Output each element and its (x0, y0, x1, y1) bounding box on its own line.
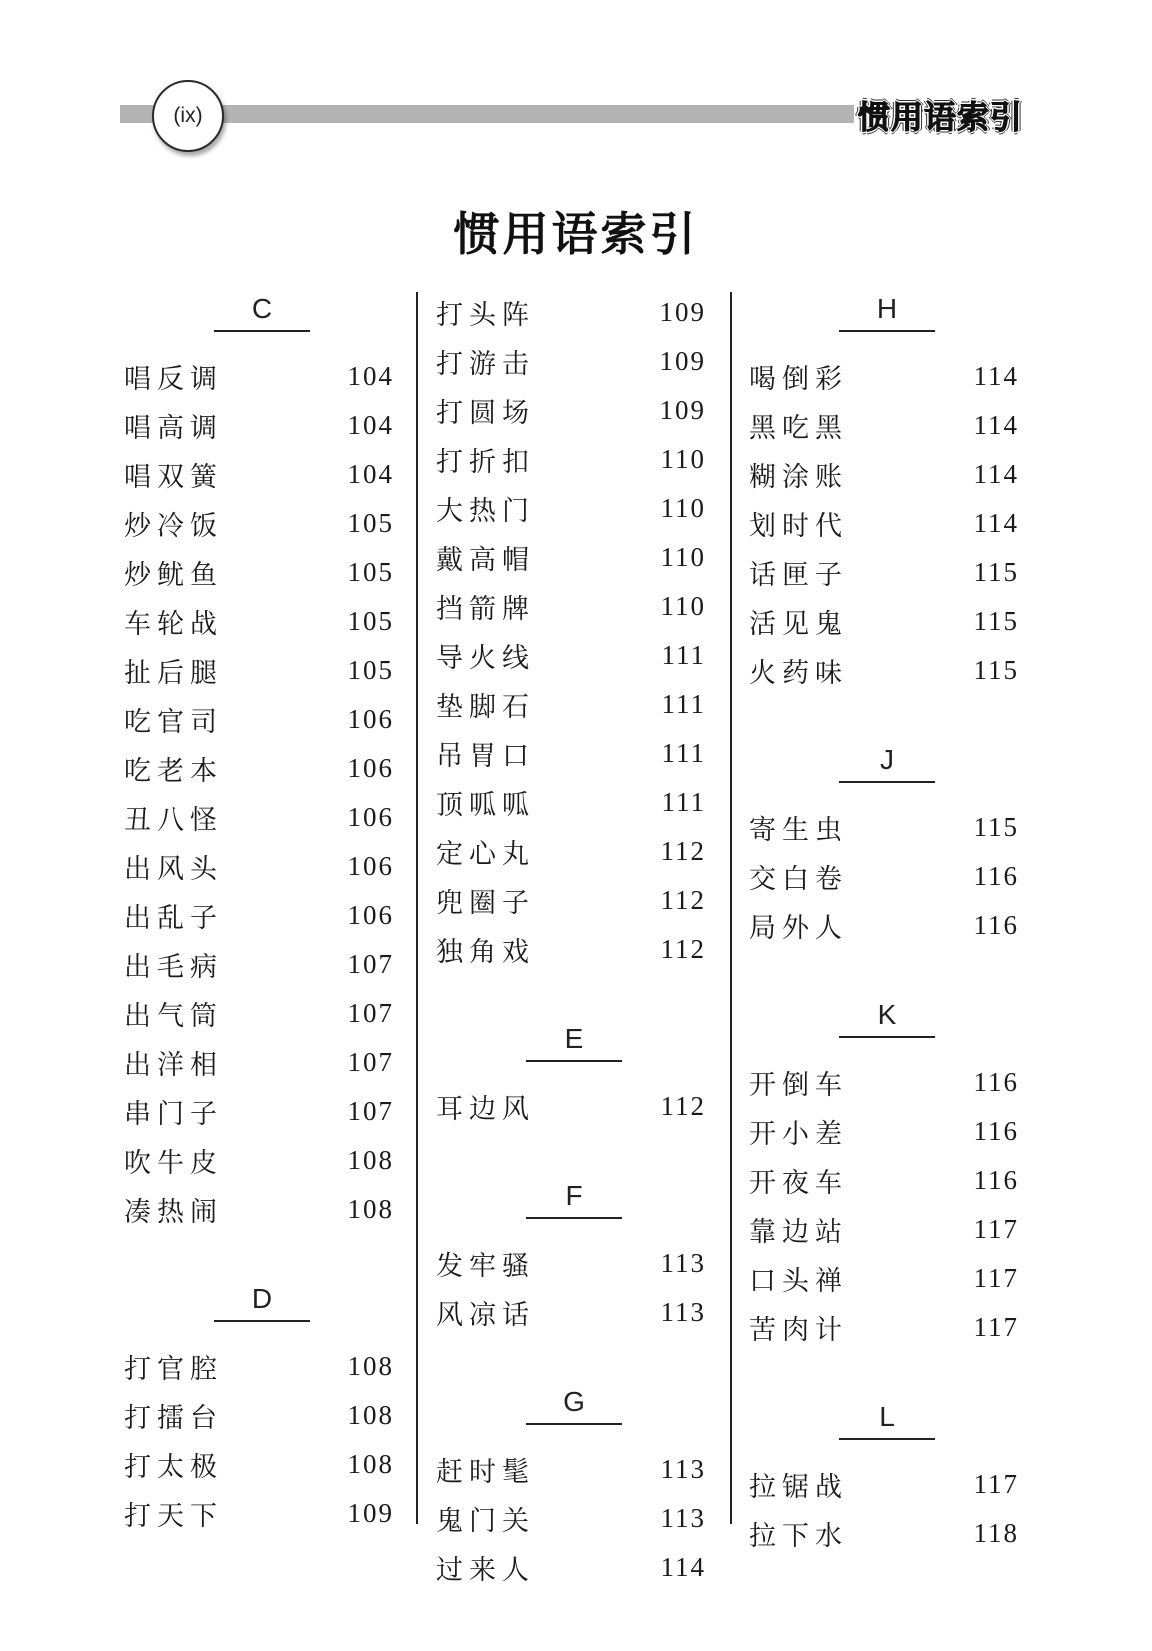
entry-term: 吊胃口 (436, 741, 535, 772)
entry-page: 117 (973, 1263, 1019, 1293)
index-entry (436, 1445, 706, 1494)
entry-term: 出风头 (124, 854, 223, 885)
entry-term: 炒鱿鱼 (124, 560, 223, 591)
entry-page: 114 (973, 361, 1019, 391)
index-entry (749, 646, 1019, 695)
index-column-3 (749, 290, 1019, 1558)
entry-term: 出气筒 (124, 1001, 223, 1032)
index-entry (436, 484, 706, 533)
index-entry (436, 582, 706, 631)
entry-page: 110 (660, 493, 706, 523)
entry-term: 赶时髦 (436, 1457, 535, 1488)
entry-term: 打擂台 (124, 1403, 223, 1434)
entry-page: 113 (660, 1454, 706, 1484)
entry-page: 105 (347, 606, 394, 636)
index-entry (749, 499, 1019, 548)
entry-page: 107 (347, 998, 394, 1028)
index-entry (124, 450, 394, 499)
entry-term: 丑八怪 (124, 805, 223, 836)
index-entry (124, 1391, 394, 1440)
entry-page: 113 (660, 1297, 706, 1327)
entry-page: 116 (973, 1067, 1019, 1097)
entry-term: 大热门 (436, 496, 535, 527)
entry-page: 114 (973, 459, 1019, 489)
entry-term: 糊涂账 (749, 462, 848, 493)
index-column-1 (124, 290, 394, 1538)
entry-term: 苦肉计 (749, 1315, 848, 1346)
entry-page: 116 (973, 861, 1019, 891)
entry-page: 115 (973, 606, 1019, 636)
entry-term: 顶呱呱 (436, 790, 535, 821)
entry-page: 110 (660, 591, 706, 621)
entry-term: 打圆场 (436, 398, 535, 429)
section-letter-d: D (214, 1280, 310, 1322)
entry-term: 开小差 (749, 1119, 848, 1150)
entry-term: 拉锯战 (749, 1472, 848, 1503)
entry-term: 过来人 (436, 1555, 535, 1586)
index-entry (749, 1254, 1019, 1303)
index-entry (124, 695, 394, 744)
index-entry (749, 803, 1019, 852)
index-entry (749, 1460, 1019, 1509)
entry-term: 戴高帽 (436, 545, 535, 576)
entry-term: 打折扣 (436, 447, 535, 478)
entry-page: 105 (347, 557, 394, 587)
section-letter-j: J (839, 741, 935, 783)
index-entry (436, 386, 706, 435)
entry-page: 108 (347, 1194, 394, 1224)
entry-term: 吹牛皮 (124, 1148, 223, 1179)
entry-page: 108 (347, 1351, 394, 1381)
entry-page: 104 (347, 361, 394, 391)
entry-term: 吃老本 (124, 756, 223, 787)
index-entry (124, 842, 394, 891)
index-entry (124, 793, 394, 842)
index-entry (124, 597, 394, 646)
entry-page: 106 (347, 900, 394, 930)
entry-page: 105 (347, 655, 394, 685)
index-column-2 (436, 288, 706, 1592)
entry-term: 靠边站 (749, 1217, 848, 1248)
entry-page: 106 (347, 851, 394, 881)
entry-term: 车轮战 (124, 609, 223, 640)
entry-page: 115 (973, 557, 1019, 587)
entry-term: 打头阵 (436, 300, 535, 331)
entry-page: 112 (660, 885, 706, 915)
index-entry (436, 729, 706, 778)
index-entry (436, 1543, 706, 1592)
entry-page: 112 (660, 836, 706, 866)
index-entry (436, 435, 706, 484)
index-entry (124, 1038, 394, 1087)
page-title: 惯用语索引 (453, 207, 699, 261)
entry-page: 108 (347, 1145, 394, 1175)
page-number: (ix) (173, 104, 203, 127)
entry-page: 109 (347, 1498, 394, 1528)
entry-page: 109 (659, 346, 706, 376)
index-entry (749, 1156, 1019, 1205)
index-entry (749, 1303, 1019, 1352)
entry-page: 109 (659, 297, 706, 327)
entry-page: 113 (660, 1248, 706, 1278)
entry-term: 喝倒彩 (749, 364, 848, 395)
entry-page: 115 (973, 655, 1019, 685)
index-entry (749, 901, 1019, 950)
entry-page: 115 (973, 812, 1019, 842)
index-entry (124, 1087, 394, 1136)
entry-term: 导火线 (436, 643, 535, 674)
entry-page: 114 (973, 508, 1019, 538)
index-entry (124, 1440, 394, 1489)
index-entry (124, 401, 394, 450)
entry-term: 打天下 (124, 1501, 223, 1532)
entry-page: 112 (660, 934, 706, 964)
entry-page: 111 (661, 640, 706, 670)
index-entry (124, 646, 394, 695)
entry-page: 109 (659, 395, 706, 425)
index-entry (124, 989, 394, 1038)
entry-page: 108 (347, 1449, 394, 1479)
entry-page: 106 (347, 753, 394, 783)
entry-page: 111 (661, 738, 706, 768)
entry-term: 局外人 (749, 913, 848, 944)
entry-term: 打太极 (124, 1452, 223, 1483)
section-letter-k: K (839, 996, 935, 1038)
entry-term: 吃官司 (124, 707, 223, 738)
entry-page: 106 (347, 802, 394, 832)
entry-term: 寄生虫 (749, 815, 848, 846)
index-entry (436, 876, 706, 925)
entry-term: 发牢骚 (436, 1251, 535, 1282)
index-entry (749, 352, 1019, 401)
entry-page: 106 (347, 704, 394, 734)
entry-term: 鬼门关 (436, 1506, 535, 1537)
entry-page: 107 (347, 1096, 394, 1126)
section-letter-f: F (526, 1177, 622, 1219)
entry-page: 104 (347, 410, 394, 440)
entry-page: 116 (973, 910, 1019, 940)
entry-page: 112 (660, 1091, 706, 1121)
entry-term: 扯后腿 (124, 658, 223, 689)
entry-term: 开夜车 (749, 1168, 848, 1199)
index-entry (436, 680, 706, 729)
entry-term: 火药味 (749, 658, 848, 689)
section-letter-h: H (839, 290, 935, 332)
index-entry (436, 1288, 706, 1337)
column-divider (416, 292, 418, 1524)
index-entry (124, 499, 394, 548)
entry-term: 唱高调 (124, 413, 223, 444)
entry-page: 114 (973, 410, 1019, 440)
entry-page: 105 (347, 508, 394, 538)
entry-term: 活见鬼 (749, 609, 848, 640)
entry-term: 垫脚石 (436, 692, 535, 723)
index-entry (436, 533, 706, 582)
index-entry (124, 548, 394, 597)
entry-page: 116 (973, 1165, 1019, 1195)
entry-page: 117 (973, 1469, 1019, 1499)
entry-term: 凑热闹 (124, 1197, 223, 1228)
index-entry (749, 1058, 1019, 1107)
index-entry (749, 1509, 1019, 1558)
entry-page: 116 (973, 1116, 1019, 1146)
entry-page: 113 (660, 1503, 706, 1533)
entry-term: 打游击 (436, 349, 535, 380)
entry-page: 107 (347, 1047, 394, 1077)
entry-term: 唱双簧 (124, 462, 223, 493)
running-header-title: 惯用语索引 (854, 92, 1027, 136)
index-entry (124, 744, 394, 793)
entry-term: 出乱子 (124, 903, 223, 934)
index-entry (749, 1205, 1019, 1254)
index-entry (749, 597, 1019, 646)
index-entry (124, 1489, 394, 1538)
index-entry (436, 337, 706, 386)
index-entry (436, 1082, 706, 1131)
entry-term: 唱反调 (124, 364, 223, 395)
entry-page: 118 (973, 1518, 1019, 1548)
index-entry (749, 401, 1019, 450)
section-letter-l: L (839, 1398, 935, 1440)
entry-term: 风凉话 (436, 1300, 535, 1331)
entry-term: 话匣子 (749, 560, 848, 591)
entry-term: 出洋相 (124, 1050, 223, 1081)
entry-term: 炒冷饭 (124, 511, 223, 542)
index-entry (749, 1107, 1019, 1156)
entry-term: 开倒车 (749, 1070, 848, 1101)
entry-page: 114 (660, 1552, 706, 1582)
entry-term: 兜圈子 (436, 888, 535, 919)
index-entry (124, 891, 394, 940)
entry-page: 111 (661, 787, 706, 817)
page-number-badge (152, 80, 224, 152)
entry-term: 挡箭牌 (436, 594, 535, 625)
entry-term: 打官腔 (124, 1354, 223, 1385)
entry-term: 定心丸 (436, 839, 535, 870)
index-entry (436, 925, 706, 974)
entry-term: 交白卷 (749, 864, 848, 895)
entry-page: 107 (347, 949, 394, 979)
index-entry (124, 352, 394, 401)
index-entry (124, 1136, 394, 1185)
entry-term: 独角戏 (436, 937, 535, 968)
entry-page: 117 (973, 1312, 1019, 1342)
entry-page: 104 (347, 459, 394, 489)
entry-term: 口头禅 (749, 1266, 848, 1297)
index-entry (436, 631, 706, 680)
column-divider (730, 292, 732, 1524)
entry-term: 划时代 (749, 511, 848, 542)
index-entry (436, 288, 706, 337)
section-letter-g: G (526, 1383, 622, 1425)
entry-term: 出毛病 (124, 952, 223, 983)
section-letter-c: C (214, 290, 310, 332)
index-entry (436, 1494, 706, 1543)
index-entry (124, 1342, 394, 1391)
index-entry (436, 1239, 706, 1288)
entry-term: 串门子 (124, 1099, 223, 1130)
section-letter-e: E (526, 1020, 622, 1062)
entry-term: 拉下水 (749, 1521, 848, 1552)
index-entry (124, 1185, 394, 1234)
index-entry (749, 548, 1019, 597)
entry-page: 111 (661, 689, 706, 719)
index-entry (124, 940, 394, 989)
entry-page: 117 (973, 1214, 1019, 1244)
index-entry (749, 852, 1019, 901)
entry-page: 108 (347, 1400, 394, 1430)
entry-page: 110 (660, 444, 706, 474)
entry-term: 黑吃黑 (749, 413, 848, 444)
index-entry (749, 450, 1019, 499)
entry-page: 110 (660, 542, 706, 572)
index-entry (436, 778, 706, 827)
index-entry (436, 827, 706, 876)
entry-term: 耳边风 (436, 1094, 535, 1125)
